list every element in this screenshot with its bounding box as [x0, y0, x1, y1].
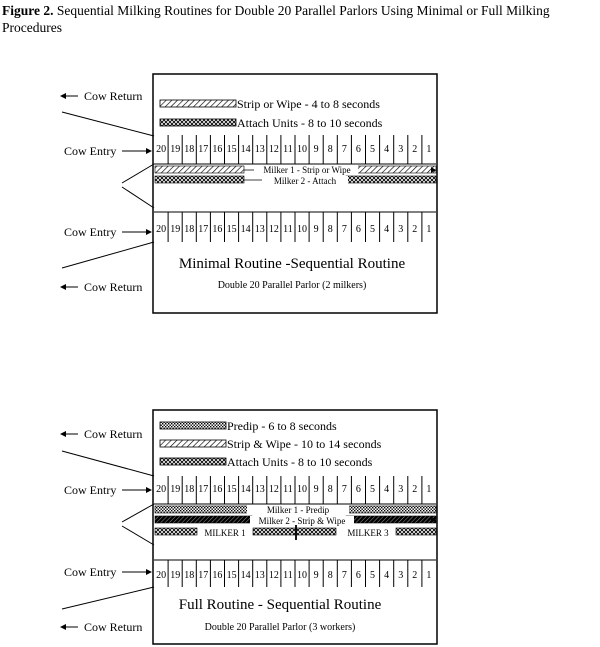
stall-row-bottom [154, 212, 436, 242]
stall-number: 13 [254, 144, 265, 155]
stall-number: 19 [170, 484, 181, 495]
stall-number: 6 [355, 484, 361, 495]
stall-number: 7 [341, 484, 347, 495]
pit-wall-line [122, 504, 154, 522]
stall-number: 2 [412, 144, 418, 155]
stall-number: 7 [341, 570, 347, 581]
stall-number: 4 [384, 144, 390, 155]
pit-wall-line [122, 526, 154, 545]
stall-number: 13 [254, 484, 265, 495]
stall-number: 19 [170, 570, 181, 581]
minimal-cow-return-top [60, 89, 142, 103]
stall-number: 2 [412, 570, 418, 581]
stall-row-top [154, 476, 436, 504]
stall-number: 3 [398, 570, 404, 581]
stall-number: 15 [226, 570, 237, 581]
stall-number: 4 [384, 484, 390, 495]
stall-number: 15 [226, 484, 237, 495]
lane-milker-1-label: Milker 1 - Strip or Wipe [263, 165, 351, 175]
cow-return-label: Cow Return [84, 280, 143, 294]
stall-number: 17 [198, 224, 209, 235]
stall-number: 5 [370, 144, 375, 155]
stall-number: 13 [254, 570, 265, 581]
stall-number: 6 [355, 224, 361, 235]
return-line [62, 587, 154, 609]
cow-return-label: Cow Return [84, 427, 143, 441]
stall-number: 11 [283, 484, 293, 495]
minimal-cow-entry-bottom [64, 225, 152, 239]
lane-milker-1-tag: MILKER 1 [204, 528, 246, 538]
full-cow-entry-top [64, 483, 152, 497]
pit-lanes [155, 505, 436, 540]
stall-number: 6 [355, 144, 361, 155]
stall-number: 13 [254, 224, 265, 235]
stall-number: 1 [426, 484, 432, 495]
legend-strip-wipe-swatch [160, 440, 226, 447]
stall-number: 20 [156, 484, 167, 495]
stall-number: 2 [412, 484, 418, 495]
stall-number: 11 [283, 570, 293, 581]
stall-number: 7 [341, 144, 347, 155]
stall-number: 12 [268, 224, 279, 235]
stall-number: 4 [384, 224, 390, 235]
cow-return-label: Cow Return [84, 620, 143, 634]
stall-number: 9 [313, 224, 319, 235]
stall-number: 15 [226, 144, 237, 155]
pit-wall-line [122, 164, 154, 183]
stall-number: 14 [240, 224, 251, 235]
stall-number: 14 [240, 144, 251, 155]
stall-number: 16 [212, 144, 223, 155]
stall-number: 12 [268, 570, 279, 581]
stall-number: 3 [398, 484, 404, 495]
lane-milker-1-label: Milker 1 - Predip [266, 505, 330, 515]
stall-number: 8 [327, 484, 333, 495]
stall-number: 1 [426, 144, 432, 155]
stall-number: 8 [327, 144, 333, 155]
stall-number: 15 [226, 224, 237, 235]
legend-strip-wipe-text: Strip or Wipe - 4 to 8 seconds [237, 97, 380, 111]
legend-attach-text: Attach Units - 8 to 10 seconds [237, 116, 383, 130]
full-cow-return-bottom [60, 620, 142, 634]
legend-attach-swatch [160, 458, 226, 465]
stall-number: 5 [370, 484, 375, 495]
minimal-cow-entry-top [64, 144, 152, 158]
return-line [62, 242, 154, 268]
stall-number: 18 [184, 484, 195, 495]
full-routine-diagram [60, 410, 437, 644]
minimal-routine-diagram [60, 74, 437, 313]
stall-number: 9 [313, 484, 319, 495]
stall-number: 18 [184, 144, 195, 155]
minimal-subtitle: Double 20 Parallel Parlor (2 milkers) [217, 280, 367, 291]
stall-number: 12 [268, 144, 279, 155]
minimal-cow-return-bottom [60, 280, 142, 294]
stall-number: 20 [156, 570, 167, 581]
stall-number: 17 [198, 484, 209, 495]
stall-number: 18 [184, 570, 195, 581]
lane-milker-3-tag: MILKER 3 [347, 528, 389, 538]
stall-number: 20 [156, 144, 167, 155]
stall-number: 19 [170, 144, 181, 155]
stall-number: 3 [398, 224, 404, 235]
stall-number: 8 [327, 570, 333, 581]
cow-return-label: Cow Return [84, 89, 143, 103]
full-subtitle: Double 20 Parallel Parlor (3 workers) [204, 622, 356, 633]
full-cow-entry-bottom [64, 565, 152, 579]
full-cow-return-top [60, 427, 142, 441]
return-line [62, 451, 154, 476]
figure-title: Sequential Milking Routines for Double 20 Parallel Parlors Using Minimal or Full Milking Procedures [2, 3, 550, 35]
stall-number: 17 [198, 144, 209, 155]
stall-number: 5 [370, 224, 375, 235]
stall-number: 12 [268, 484, 279, 495]
lane-milker-2-label: Milker 2 - Strip & Wipe [258, 516, 346, 526]
stall-number: 5 [370, 570, 375, 581]
stall-number: 6 [355, 570, 361, 581]
stall-number: 11 [283, 224, 293, 235]
stall-number: 14 [240, 484, 251, 495]
stall-number: 7 [341, 224, 347, 235]
stall-number: 8 [327, 224, 333, 235]
figure-label: Figure 2. [2, 3, 54, 18]
pit-wall-line [122, 187, 154, 208]
stall-number: 4 [384, 570, 390, 581]
stall-number: 20 [156, 224, 167, 235]
stall-number: 10 [297, 144, 307, 155]
cow-entry-label: Cow Entry [64, 225, 117, 239]
stall-number: 1 [426, 224, 432, 235]
stall-row-bottom [154, 560, 436, 587]
stall-number: 16 [212, 484, 223, 495]
stall-row-top [154, 135, 436, 164]
stall-number: 16 [212, 570, 223, 581]
stall-number: 3 [398, 144, 404, 155]
legend-predip-text: Predip - 6 to 8 seconds [227, 419, 337, 433]
stall-number: 9 [313, 570, 319, 581]
stall-number: 19 [170, 224, 181, 235]
stall-number: 14 [240, 570, 251, 581]
lane-milker-2-label: Milker 2 - Attach [273, 176, 337, 186]
stall-number: 10 [297, 484, 307, 495]
stall-number: 17 [198, 570, 209, 581]
minimal-title: Minimal Routine -Sequential Routine [178, 256, 406, 272]
pit-lanes [155, 165, 436, 186]
legend-predip-swatch [160, 422, 226, 429]
return-line [62, 112, 154, 136]
stall-number: 11 [283, 144, 293, 155]
cow-entry-label: Cow Entry [64, 565, 117, 579]
stall-number: 16 [212, 224, 223, 235]
stall-number: 10 [297, 224, 307, 235]
legend-attach-swatch [160, 119, 236, 126]
cow-entry-label: Cow Entry [64, 483, 117, 497]
stall-number: 1 [426, 570, 432, 581]
stall-number: 9 [313, 144, 319, 155]
legend-strip-wipe-swatch [160, 100, 236, 107]
stall-number: 18 [184, 224, 195, 235]
stall-number: 10 [297, 570, 307, 581]
stall-number: 2 [412, 224, 418, 235]
cow-entry-label: Cow Entry [64, 144, 117, 158]
legend-attach-text: Attach Units - 8 to 10 seconds [227, 455, 373, 469]
legend-strip-wipe-text: Strip & Wipe - 10 to 14 seconds [227, 437, 382, 451]
full-title: Full Routine - Sequential Routine [178, 597, 382, 613]
